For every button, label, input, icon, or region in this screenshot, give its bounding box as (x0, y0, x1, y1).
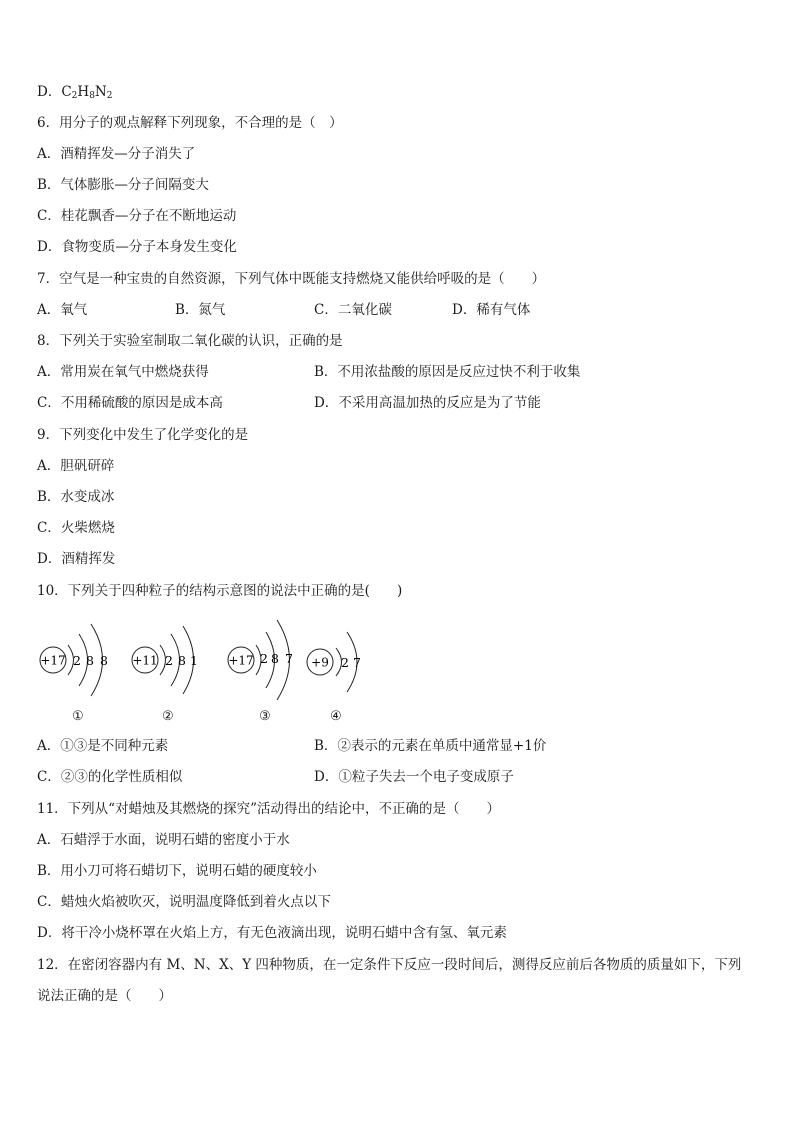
q7-option-a: A．氧气 (37, 302, 88, 318)
shell-electron-count: 8 (100, 653, 108, 668)
q6-option-d: D．食物变质—分子本身发生变化 (37, 239, 237, 255)
atom-diagram-3-svg (226, 612, 306, 704)
q8-option-a: A．常用炭在氧气中燃烧获得 (37, 364, 209, 380)
shell-electron-count: 1 (190, 653, 198, 668)
q9-option-b: B．水变成冰 (37, 489, 115, 505)
atom-label-2: ② (162, 709, 174, 724)
q7-option-c: C．二氧化碳 (314, 302, 392, 318)
q10-stem: 10．下列关于四种粒子的结构示意图的说法中正确的是( ) (37, 583, 403, 599)
shell-electron-count: 7 (285, 651, 293, 666)
q11-option-c: C．蜡烛火焰被吹灭，说明温度降低到着火点以下 (37, 894, 331, 910)
atom-diagram-4-svg (305, 612, 375, 704)
atom-diagram-4 (305, 612, 375, 708)
shell-electron-count: 8 (271, 651, 279, 666)
q7-stem: 7．空气是一种宝贵的自然资源，下列气体中既能支持燃烧又能供给呼吸的是（ ） (37, 271, 546, 287)
q9-option-d: D．酒精挥发 (37, 551, 116, 567)
shell-electron-count: 8 (178, 653, 186, 668)
atom-diagram-1-svg (38, 612, 118, 704)
q10-option-d: D．①粒子失去一个电子变成原子 (314, 769, 514, 785)
atom-diagram-3 (226, 612, 306, 708)
shell-electron-count: 2 (260, 651, 268, 666)
q5-option-d: D．$C_2H_8N_2$ (37, 84, 113, 101)
nucleus-charge: +17 (40, 653, 66, 668)
shell-electron-count: 2 (73, 653, 81, 668)
atom-label-4: ④ (330, 709, 342, 724)
shell-electron-count: 2 (165, 653, 173, 668)
q11-option-d: D．将干冷小烧杯罩在火焰上方，有无色液滴出现，说明石蜡中含有氢、氧元素 (37, 925, 507, 941)
shell-electron-count: 7 (353, 655, 361, 670)
atom-diagram-2 (130, 612, 210, 708)
q10-option-b: B．②表示的元素在单质中通常显+1价 (314, 738, 547, 754)
q6-option-b: B．气体膨胀—分子间隔变大 (37, 177, 209, 193)
q6-option-a: A．酒精挥发—分子消失了 (37, 146, 196, 162)
q6-stem: 6．用分子的观点解释下列现象，不合理的是（ ） (37, 115, 343, 131)
q12-stem-line-2: 说法正确的是（ ） (37, 988, 172, 1004)
q7-option-b: B．氮气 (175, 302, 226, 318)
q11-option-b: B．用小刀可将石蜡切下，说明石蜡的硬度较小 (37, 863, 317, 879)
q11-stem: 11．下列从“对蜡烛及其燃烧的探究”活动得出的结论中，不正确的是（ ） (37, 801, 500, 817)
q10-option-c: C．②③的化学性质相似 (37, 769, 183, 785)
nucleus-charge: +11 (132, 653, 158, 668)
q9-option-a: A．胆矾研碎 (37, 458, 115, 474)
q8-option-b: B．不用浓盐酸的原因是反应过快不利于收集 (314, 364, 581, 380)
atom-label-1: ① (72, 709, 84, 724)
q12-stem-line-1: 12．在密闭容器内有 M、N、X、Y 四种物质，在一定条件下反应一段时间后，测得反应前后各物质的质量如下，下列 (37, 957, 742, 973)
q7-option-d: D．稀有气体 (452, 302, 531, 318)
shell-electron-count: 2 (341, 655, 349, 670)
q8-option-c: C．不用稀硫酸的原因是成本高 (37, 395, 223, 411)
atom-label-3: ③ (259, 709, 271, 724)
nucleus-charge: +17 (228, 653, 254, 668)
q6-option-c: C．桂花飘香—分子在不断地运动 (37, 208, 237, 224)
q8-option-d: D．不采用高温加热的反应是为了节能 (314, 395, 541, 411)
shell-electron-count: 8 (86, 653, 94, 668)
nucleus-charge: +9 (311, 655, 329, 670)
q9-option-c: C．火柴燃烧 (37, 520, 115, 536)
q9-stem: 9．下列变化中发生了化学变化的是 (37, 427, 249, 443)
atom-diagram-1 (38, 612, 118, 708)
q11-option-a: A．石蜡浮于水面，说明石蜡的密度小于水 (37, 832, 290, 848)
atom-diagram-2-svg (130, 612, 210, 704)
q8-stem: 8．下列关于实验室制取二氧化碳的认识，正确的是 (37, 333, 343, 349)
q10-option-a: A．①③是不同种元素 (37, 738, 169, 754)
